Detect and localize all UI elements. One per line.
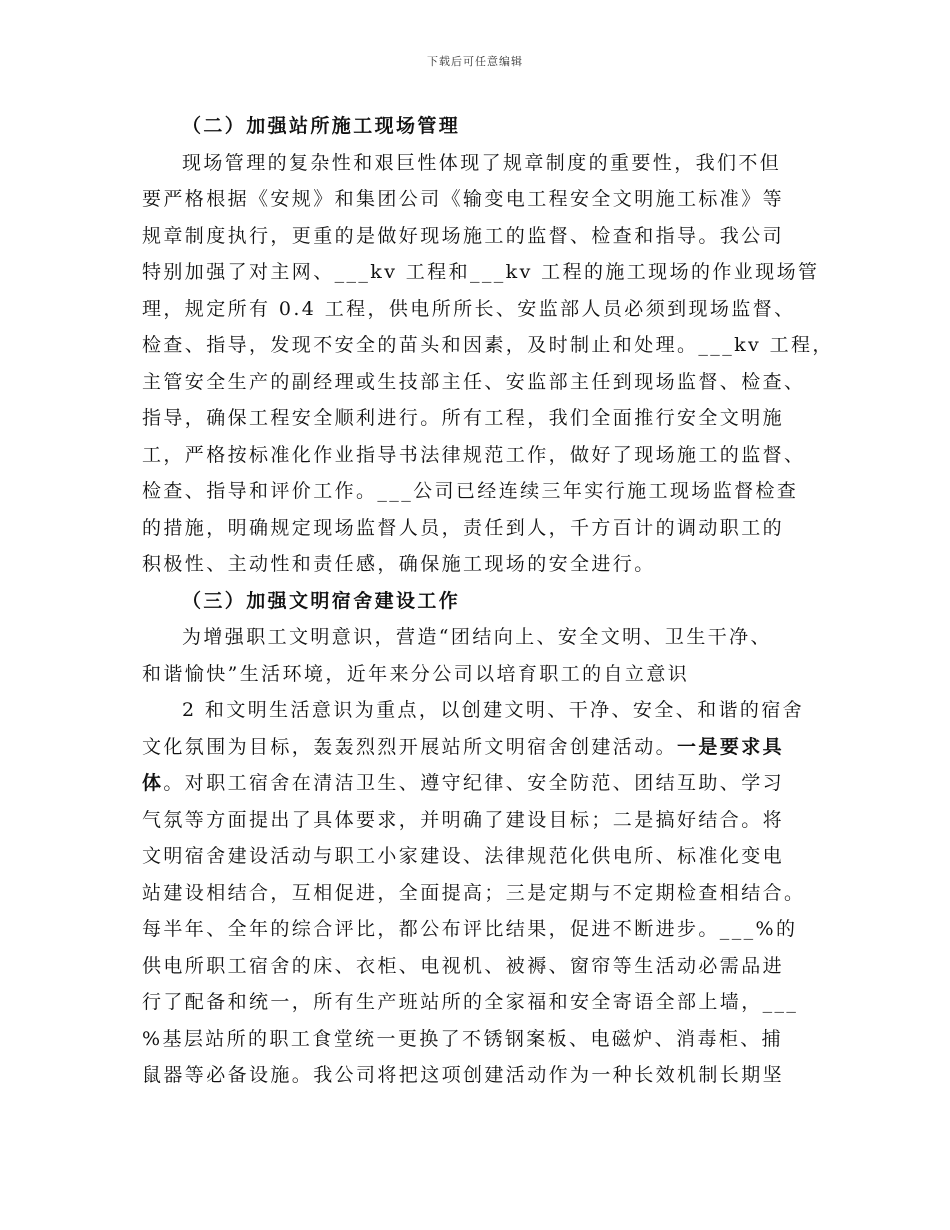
paragraph-line: 站建设相结合，互相促进，全面提高；三是定期与不定期检查相结合。 [142,881,806,904]
paragraph-line: 积极性、主动性和责任感，确保施工现场的安全进行。 [142,553,656,575]
paragraph-line: 检查、指导，发现不安全的苗头和因素，及时制止和处理。___kv 工程， [142,334,834,356]
section-heading-2: （二）加强站所施工现场管理 [182,115,461,137]
section-heading-3: （三）加强文明宿舍建设工作 [182,589,461,612]
emphasis-text: 体 [142,772,164,794]
document-body [142,108,834,1094]
paragraph-line: 文明宿舍建设活动与职工小家建设、法律规范化供电所、标准化变电 [142,845,785,867]
page-header: 下载后可任意编辑 [427,55,523,68]
paragraph-line: 现场管理的复杂性和艰巨性体现了规章制度的重要性，我们不但 [182,151,782,174]
paragraph-line: 指导，确保工程安全顺利进行。所有工程，我们全面推行安全文明施 [142,407,785,429]
paragraph-line: 和谐愉快”生活环境，近年来分公司以培育职工的自立意识 [142,662,690,685]
paragraph-line [142,765,826,802]
paragraph-line: 2 和文明生活意识为重点，以创建文明、干净、安全、和谐的宿舍 [182,699,805,721]
paragraph-line: 的措施，明确规定现场监督人员，责任到人，千方百计的调动职工的 [142,516,785,539]
paragraph-line: 每半年、全年的综合评比，都公布评比结果，促进不断进步。___%的 [142,918,798,940]
paragraph-line: %基层站所的职工食堂统一更换了不锈钢案板、电磁炉、消毒柜、捕 [142,1027,784,1050]
paragraph-text: 文化氛围为目标，轰轰烈烈开展站所文明宿舍创建活动。 [142,735,678,758]
paragraph-line: 理，规定所有 0.4 工程，供电所所长、安监部人员必须到现场监督、 [142,297,796,320]
paragraph-line: 气氛等方面提出了具体要求，并明确了建设目标；二是搞好结合。将 [142,808,785,831]
paragraph-line: 为增强职工文明意识，营造“团结向上、安全文明、卫生干净、 [182,626,772,648]
paragraph-line: 工，严格按标准化作业指导书法律规范工作，做好了现场施工的监督、 [142,443,806,466]
paragraph-line: 供电所职工宿舍的床、衣柜、电视机、被褥、窗帘等生活动必需品进 [142,954,785,977]
paragraph-line: 特别加强了对主网、___kv 工程和___kv 工程的施工现场的作业现场管 [142,261,820,283]
paragraph-line: 检查、指导和评价工作。___公司已经连续三年实行施工现场监督检查 [142,480,799,502]
paragraph-line: 鼠器等必备设施。我公司将把这项创建活动作为一种长效机制长期坚 [142,1064,785,1086]
emphasis-text: 一是要求具 [677,735,785,758]
paragraph-line: 要严格根据《安规》和集团公司《输变电工程安全文明施工标准》等 [142,188,785,210]
paragraph-line [142,729,826,766]
paragraph-text: 。对职工宿舍在清洁卫生、遵守纪律、安全防范、团结互助、学习 [163,772,785,794]
paragraph-line: 主管安全生产的副经理或生技部主任、安监部主任到现场监督、检查、 [142,370,806,393]
paragraph-line: 规章制度执行，更重的是做好现场施工的监督、检查和指导。我公司 [142,224,785,247]
paragraph-line: 行了配备和统一，所有生产班站所的全家福和安全寄语全部上墙，___ [142,991,799,1013]
